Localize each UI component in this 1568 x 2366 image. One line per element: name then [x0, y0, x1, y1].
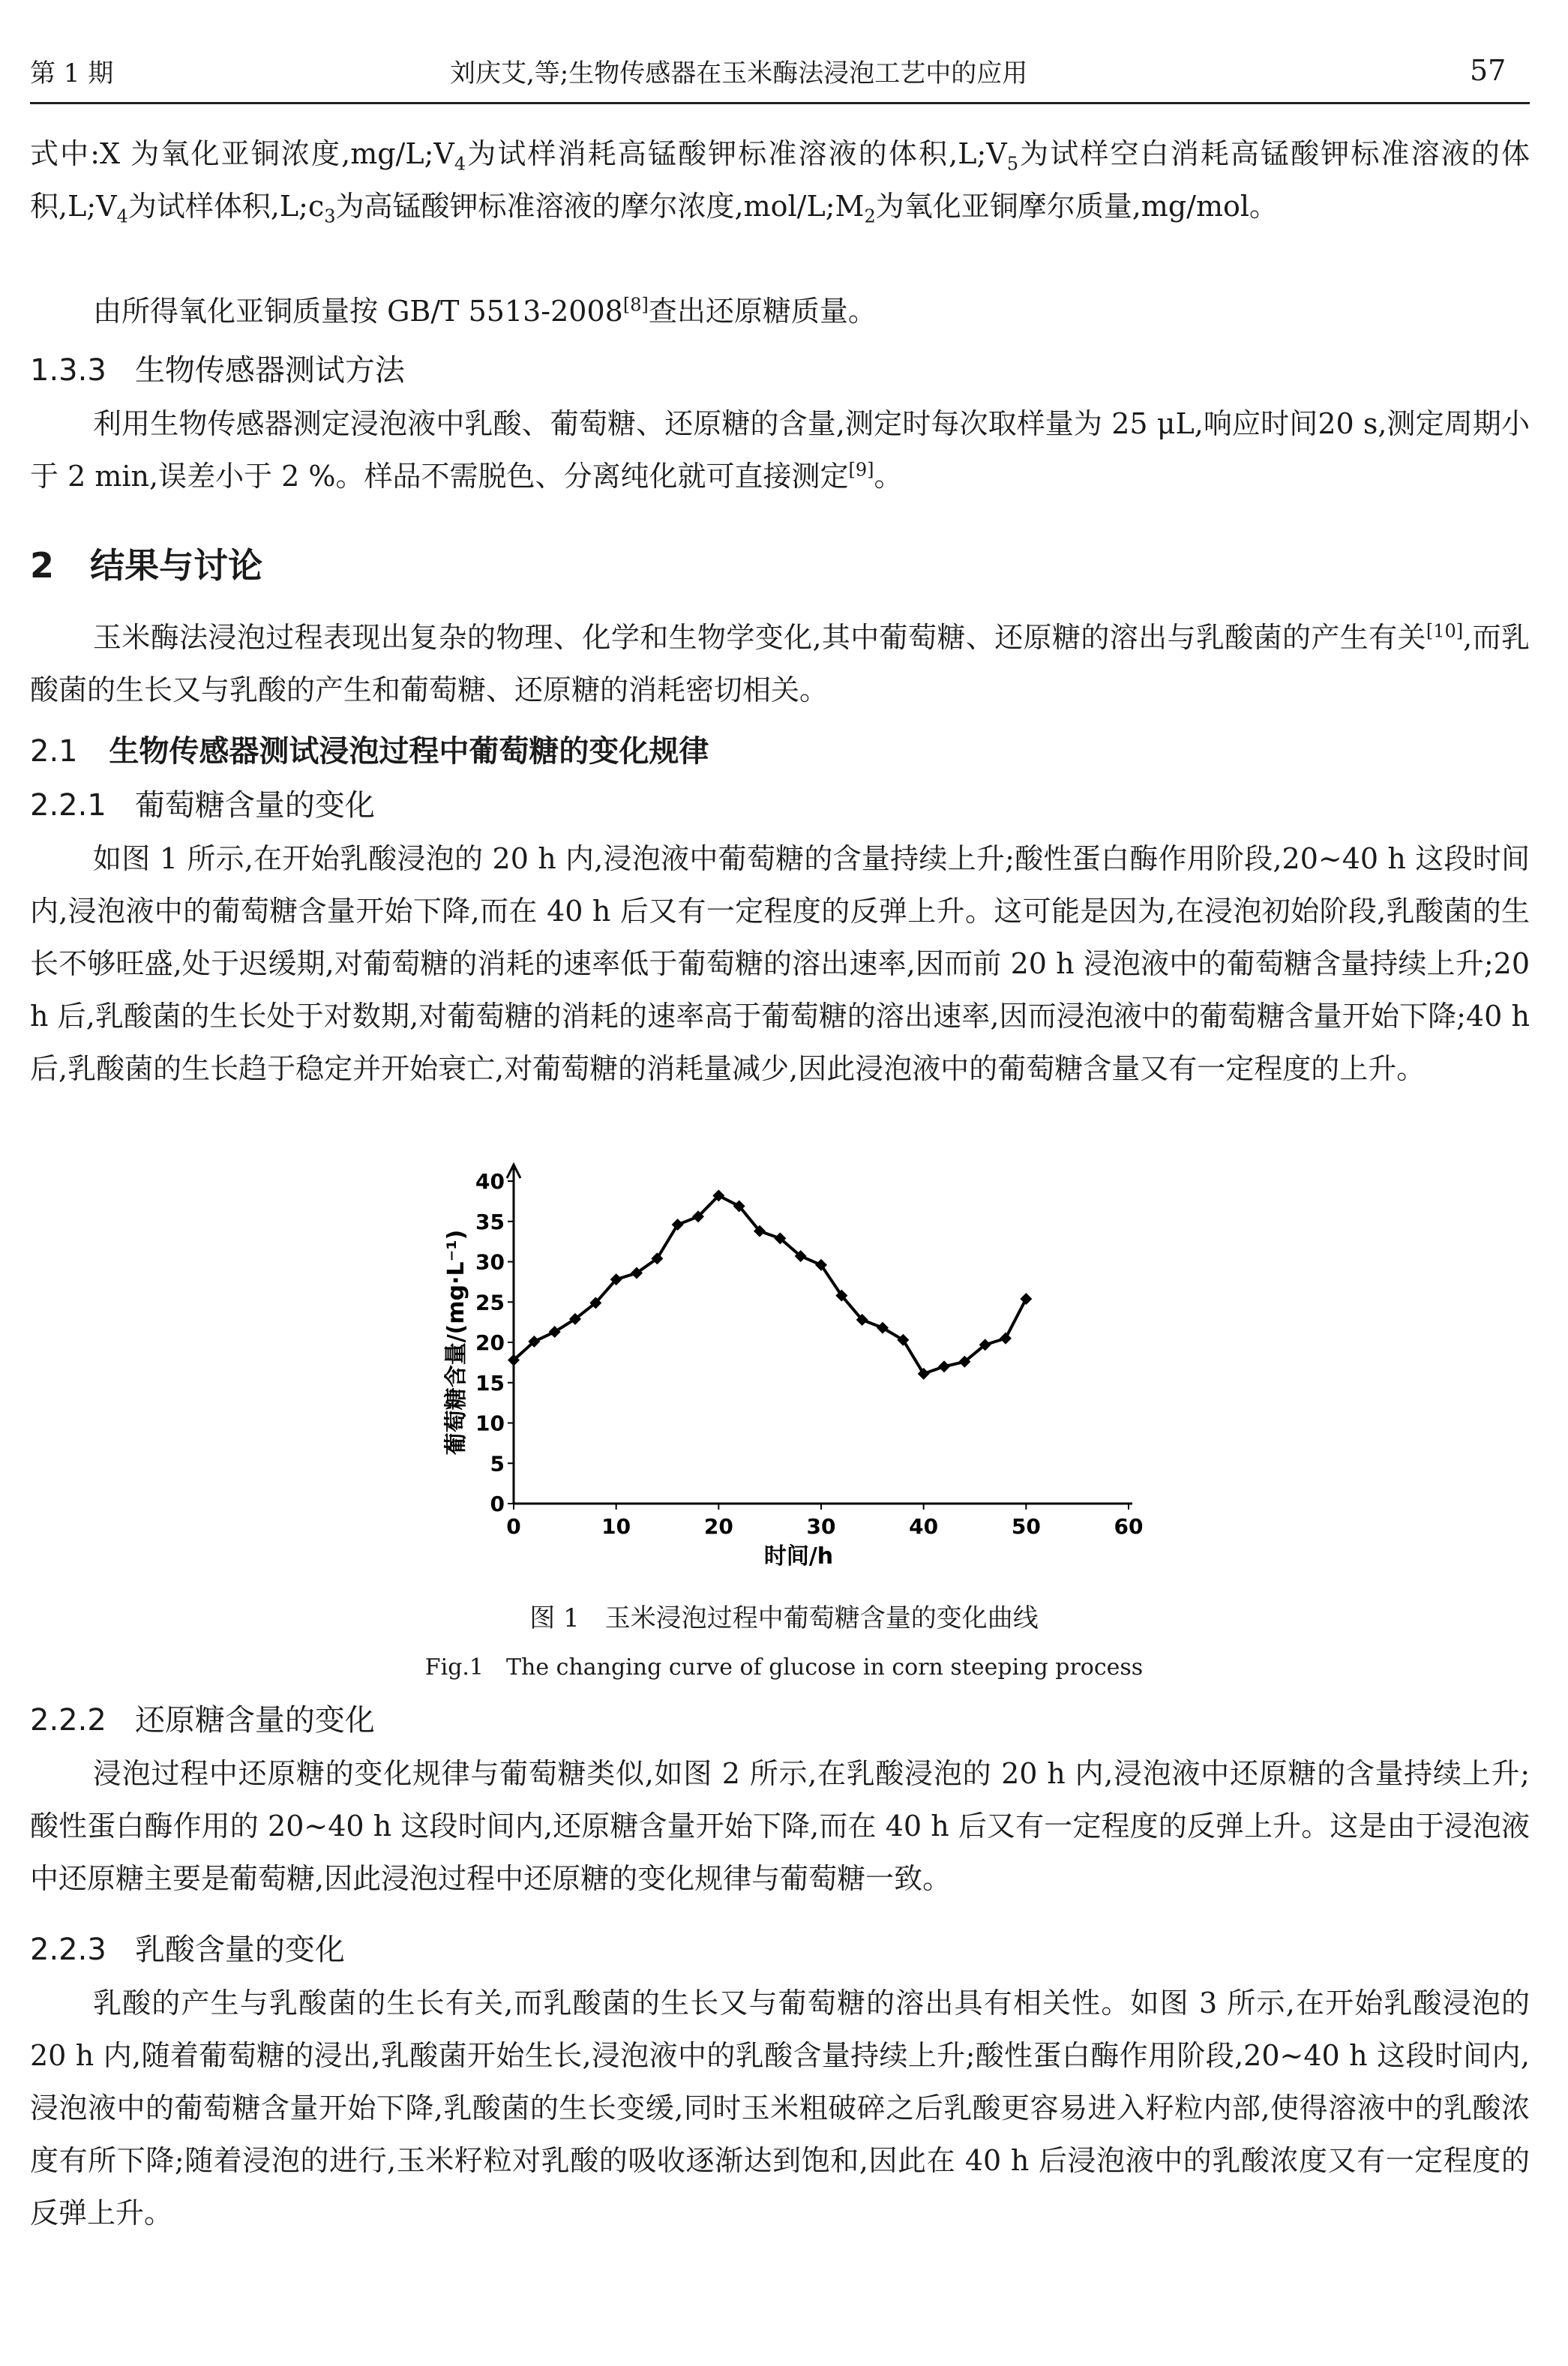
y-tick-label: 35 [475, 1209, 505, 1234]
figure-caption-en: Fig.1 The changing curve of glucose in corn steeping process [424, 1654, 1144, 1681]
paragraph-intro: 玉米酶法浸泡过程表现出复杂的物理、化学和生物学变化,其中葡萄糖、还原糖的溶出与乳酸菌的产生有关[10],而乳酸菌的生长又与乳酸的产生和葡萄糖、还原糖的消耗密切相关。 [30, 620, 1530, 706]
x-tick-label: 40 [909, 1514, 939, 1539]
section-2-1-heading: 2.1 生物传感器测试浸泡过程中葡萄糖的变化规律 [30, 734, 709, 769]
section-2-2-2-heading: 2.2.2 还原糖含量的变化 [30, 1703, 375, 1738]
paragraph-method: 利用生物传感器测定浸泡液中乳酸、葡萄糖、还原糖的含量,测定时每次取样量为 25 μL,响应时间20 s,测定周期小于 2 min,误差小于 2 %。样品不需脱色、分离纯化就可直接测定[9]。 [30, 407, 1530, 493]
glucose-line-chart [420, 1162, 1170, 1582]
x-tick-label: 20 [703, 1514, 733, 1539]
y-tick-label: 15 [475, 1370, 505, 1396]
y-tick-label: 20 [475, 1330, 505, 1355]
x-tick-label: 10 [601, 1514, 631, 1539]
y-axis-label: 葡萄糖含量/(mg·L⁻¹) [443, 1229, 469, 1456]
data-point [1020, 1293, 1032, 1305]
paragraph-reducing-sugar: 浸泡过程中还原糖的变化规律与葡萄糖类似,如图 2 所示,在乳酸浸泡的 20 h 内,浸泡液中还原糖的含量持续上升;酸性蛋白酶作用的 20~40 h 这段时间内,还原糖含量开始下降,而在 40 h 后又有一定程度的反弹上升。这是由于浸泡液中还原糖主要是葡萄糖,因此浸泡过程中还原糖的变化规律与葡萄糖一致。 [30, 1757, 1530, 1895]
series-line [514, 1195, 1026, 1374]
y-tick-label: 30 [475, 1249, 505, 1275]
section-2-2-1-heading: 2.2.1 葡萄糖含量的变化 [30, 788, 375, 823]
y-tick-label: 0 [490, 1492, 505, 1516]
paragraph-glucose: 如图 1 所示,在开始乳酸浸泡的 20 h 内,浸泡液中葡萄糖的含量持续上升;酸性蛋白酶作用阶段,20~40 h 这段时间内,浸泡液中的葡萄糖含量开始下降,而在 40 h 后又有一定程度的反弹上升。这可能是因为,在浸泡初始阶段,乳酸菌的生长不够旺盛,处于迟缓期,对葡萄糖的消耗的速率低于葡萄糖的溶出速率,因而前 20 h 浸泡液中的葡萄糖含量持续上升;20 h 后,乳酸菌的生长处于对数期,对葡萄糖的消耗的速率高于葡萄糖的溶出速率,因而浸泡液中的葡萄糖含量开始下降;40 h 后,乳酸菌的生长趋于稳定并开始衰亡,对葡萄糖的消耗量减少,因此浸泡液中的葡萄糖含量又有一定程度的上升。 [30, 842, 1530, 1085]
data-point [938, 1360, 950, 1372]
paragraph-lactic-acid: 乳酸的产生与乳酸菌的生长有关,而乳酸菌的生长又与葡萄糖的溶出具有相关性。如图 3 所示,在开始乳酸浸泡的 20 h 内,随着葡萄糖的浸出,乳酸菌开始生长,浸泡液中的乳酸含量持续上升;酸性蛋白酶作用阶段,20~40 h 这段时间内,浸泡液中的葡萄糖含量开始下降,乳酸菌的生长变缓,同时玉米粗破碎之后乳酸更容易进入籽粒内部,使得溶液中的乳酸浓度有所下降;随着浸泡的进行,玉米籽粒对乳酸的吸收逐渐达到饱和,因此在 40 h 后浸泡液中的乳酸浓度又有一定程度的反弹上升。 [30, 1987, 1530, 2230]
x-tick-label: 60 [1114, 1514, 1144, 1539]
x-tick-label: 50 [1011, 1514, 1041, 1539]
figure-caption-cn: 图 1 玉米浸泡过程中葡萄糖含量的变化曲线 [529, 1603, 1039, 1633]
y-tick-label: 25 [475, 1290, 505, 1315]
y-tick-label: 10 [475, 1411, 505, 1436]
section-2-2-3-heading: 2.2.3 乳酸含量的变化 [30, 1933, 345, 1967]
x-tick-label: 0 [506, 1514, 521, 1539]
x-tick-label: 30 [806, 1514, 836, 1539]
y-tick-label: 5 [490, 1451, 505, 1477]
issue-number: 第 1 期 [30, 58, 114, 88]
section-2-heading: 2 结果与讨论 [30, 545, 263, 586]
x-axis-label: 时间/h [763, 1543, 834, 1570]
y-tick-label: 40 [475, 1169, 505, 1194]
equation-explanation: 式中:X 为氧化亚铜浓度$,mg/L;V_4$为试样消耗高锰酸钾标准溶液的体积$,L;V_5$为试样空白消耗高锰酸钾标准溶液的体积$,L;V_4$为试样体积$,L;c_3$为高锰酸钾标准溶液的摩尔浓度$,mol/L;M_2$为氧化亚铜摩尔质量,mg/mol。 [30, 137, 1530, 227]
data-point [1000, 1333, 1012, 1345]
page-number: 57 [1470, 54, 1507, 87]
running-title: 刘庆艾,等;生物传感器在玉米酶法浸泡工艺中的应用 [450, 58, 1028, 88]
section-1-3-3-heading: 1.3.3 生物传感器测试方法 [30, 353, 405, 388]
header-rule [30, 102, 1530, 104]
paragraph-gb: 由所得氧化亚铜质量按 GB/T 5513-2008[8]查出还原糖质量。 [93, 294, 877, 328]
